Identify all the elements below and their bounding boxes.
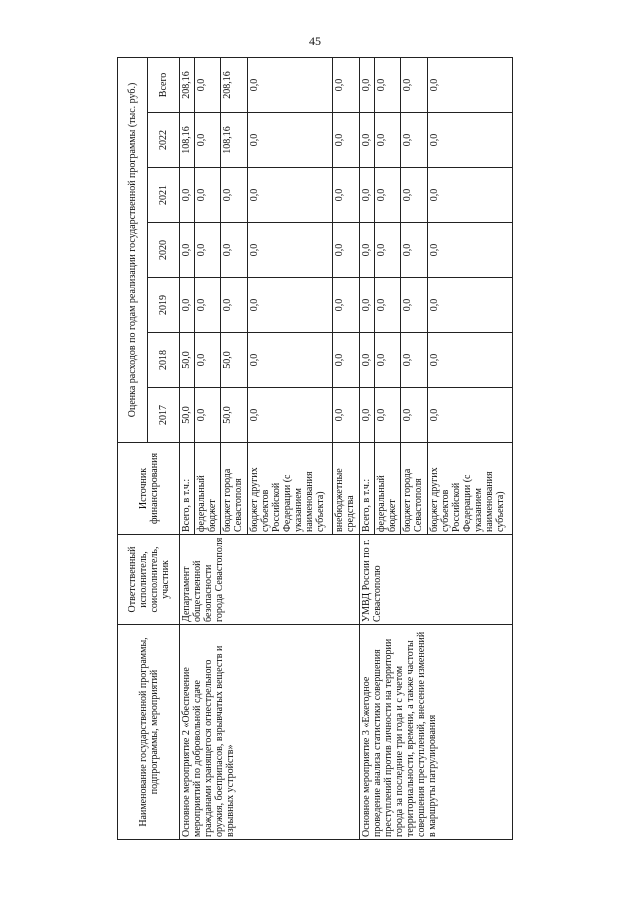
value-cell: 0,0 (359, 388, 374, 443)
value-cell: 50,0 (180, 388, 195, 443)
value-cell: 0,0 (221, 278, 248, 333)
value-cell: 0,0 (401, 168, 428, 223)
value-cell: 50,0 (221, 333, 248, 388)
source-cell: внебюджетные средства (333, 443, 360, 535)
value-cell: 0,0 (427, 168, 512, 223)
value-cell: 0,0 (359, 57, 374, 112)
value-cell: 0,0 (359, 278, 374, 333)
value-cell: 0,0 (221, 223, 248, 278)
value-cell: 0,0 (248, 388, 333, 443)
value-cell: 0,0 (194, 333, 221, 388)
measure-name: Основное мероприятие 2 «Обеспечение мероприятий по добровольной сдаче гражданами хранящегося огнестрельного оружия, боеприпасов, взрывчатых веществ и взрывных устройств» (180, 625, 360, 840)
value-cell: 0,0 (401, 278, 428, 333)
value-cell: 0,0 (427, 113, 512, 168)
value-cell: 0,0 (401, 113, 428, 168)
measure-name: Основное мероприятие 3 «Ежегодное проведение анализа статистики совершения преступлений против личности на территории города за последние три года и с учетом территориальности, времени, а также частоты совершения преступлений, внесение изменений в маршруты патрулирования (359, 625, 512, 840)
value-cell: 0,0 (248, 168, 333, 223)
value-cell: 208,16 (221, 57, 248, 112)
value-cell: 0,0 (374, 223, 401, 278)
value-cell: 108,16 (180, 113, 195, 168)
value-cell: 0,0 (221, 168, 248, 223)
value-cell: 0,0 (401, 223, 428, 278)
source-cell: Всего, в т.ч.: (180, 443, 195, 535)
header-year: 2022 (148, 113, 180, 168)
value-cell: 0,0 (401, 57, 428, 112)
value-cell: 0,0 (194, 113, 221, 168)
header-year: 2021 (148, 168, 180, 223)
measure-executor: Департамент общественной безопасности города Севастополя (180, 535, 360, 625)
page-number: 45 (309, 34, 321, 48)
value-cell: 0,0 (374, 57, 401, 112)
value-cell: 0,0 (427, 388, 512, 443)
value-cell: 0,0 (194, 168, 221, 223)
value-cell: 0,0 (401, 333, 428, 388)
source-cell: бюджет города Севастополя (401, 443, 428, 535)
value-cell: 0,0 (333, 333, 360, 388)
value-cell: 208,16 (180, 57, 195, 112)
value-cell: 0,0 (194, 388, 221, 443)
value-cell: 0,0 (333, 388, 360, 443)
value-cell: 0,0 (374, 168, 401, 223)
source-cell: бюджет других субъектов Российской Федерации (с указанием наименования субъекта) (427, 443, 512, 535)
value-cell: 0,0 (374, 388, 401, 443)
value-cell: 50,0 (221, 388, 248, 443)
header-source: Источник финансирования (118, 443, 180, 535)
value-cell: 0,0 (333, 57, 360, 112)
value-cell: 50,0 (180, 333, 195, 388)
value-cell: 0,0 (401, 388, 428, 443)
source-cell: федеральный бюджет (194, 443, 221, 535)
value-cell: 0,0 (180, 168, 195, 223)
value-cell: 0,0 (194, 278, 221, 333)
value-cell: 0,0 (359, 168, 374, 223)
header-year: 2020 (148, 223, 180, 278)
value-cell: 0,0 (333, 168, 360, 223)
source-cell: бюджет города Севастополя (221, 443, 248, 535)
value-cell: 0,0 (374, 113, 401, 168)
measure-executor: УМВД России по г. Севастополю (359, 535, 512, 625)
value-cell: 0,0 (359, 333, 374, 388)
value-cell: 0,0 (248, 223, 333, 278)
header-year: 2017 (148, 388, 180, 443)
value-cell: 0,0 (374, 278, 401, 333)
value-cell: 0,0 (427, 57, 512, 112)
value-cell: 0,0 (427, 333, 512, 388)
rotated-table-container (117, 58, 513, 840)
value-cell: 0,0 (180, 278, 195, 333)
value-cell: 0,0 (248, 278, 333, 333)
header-estimate: Оценка расходов по годам реализации государственной программы (тыс. руб.) (118, 57, 148, 442)
value-cell: 0,0 (248, 113, 333, 168)
header-name: Наименование государственной программы, подпрограммы, мероприятий (118, 625, 180, 840)
source-cell: федеральный бюджет (374, 443, 401, 535)
value-cell: 0,0 (427, 278, 512, 333)
value-cell: 108,16 (221, 113, 248, 168)
value-cell: 0,0 (333, 113, 360, 168)
value-cell: 0,0 (427, 223, 512, 278)
value-cell: 0,0 (333, 278, 360, 333)
source-cell: бюджет других субъектов Российской Федерации (с указанием наименования субъекта) (248, 443, 333, 535)
expense-table (117, 57, 513, 840)
value-cell: 0,0 (374, 333, 401, 388)
value-cell: 0,0 (359, 223, 374, 278)
value-cell: 0,0 (333, 223, 360, 278)
value-cell: 0,0 (194, 57, 221, 112)
header-executor: Ответственный исполнитель, соисполнитель, участник (118, 535, 180, 625)
table-row (359, 57, 374, 839)
header-year: 2018 (148, 333, 180, 388)
value-cell: 0,0 (194, 223, 221, 278)
header-year: 2019 (148, 278, 180, 333)
value-cell: 0,0 (359, 113, 374, 168)
source-cell: Всего, в т.ч.: (359, 443, 374, 535)
value-cell: 0,0 (248, 57, 333, 112)
table-row (180, 57, 195, 839)
header-total: Всего (148, 57, 180, 112)
value-cell: 0,0 (180, 223, 195, 278)
value-cell: 0,0 (248, 333, 333, 388)
